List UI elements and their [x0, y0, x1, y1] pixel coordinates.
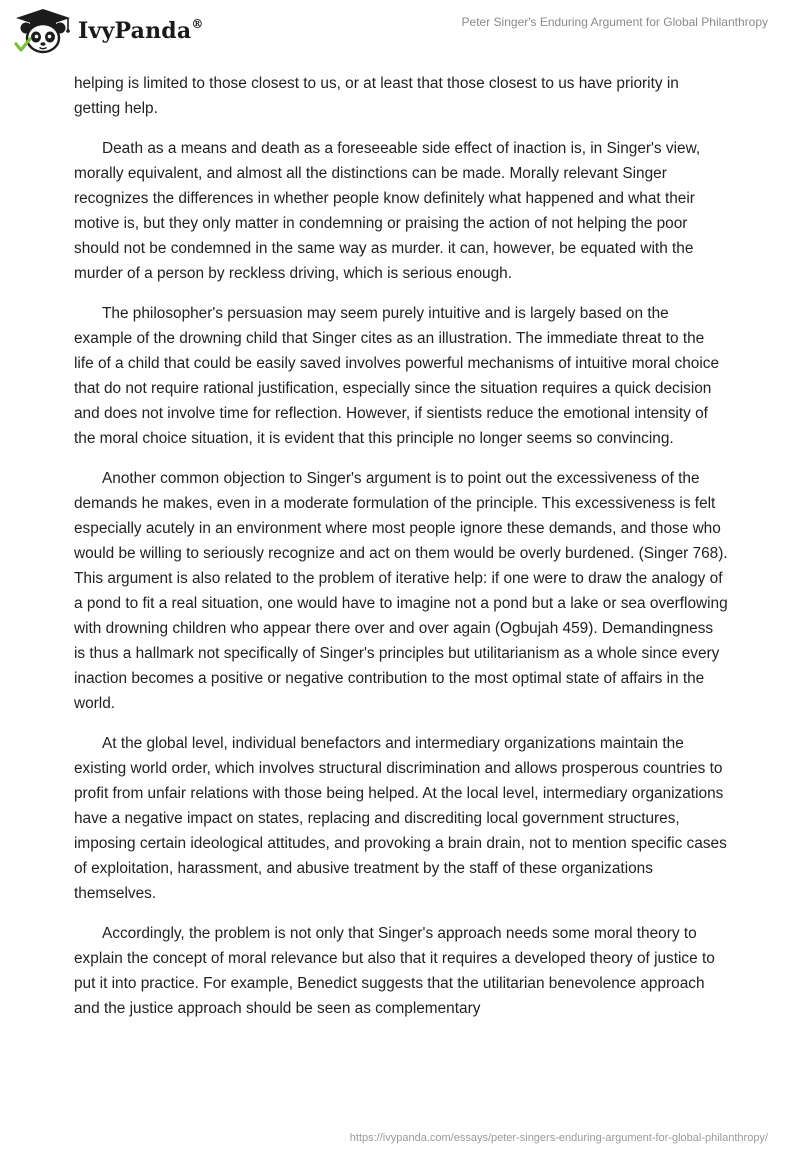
paragraph-2: Death as a means and death as a foreseeable side effect of inaction is, in Singer's view, morally equivalent, and almost all the distinctions can be made. Morally relevant Singer recognizes the differences in whether people know definitely what happened and what their motive is, but they only matter in condemning or praising the action of not helping the poor should not be condemned in the same way as murder. it can, however, be equated with the murder of a person by reckless driving, which is serious enough. — [74, 140, 701, 282]
document-title: Peter Singer's Enduring Argument for Global Philanthropy — [461, 15, 768, 29]
paragraph-4: Another common objection to Singer's argument is to point out the excessiveness of the demands he makes, even in a moderate formulation of the principle. This excessiveness is felt especially acutely in an environment where most people ignore these demands, and those who would be willing to seriously recognize and act on them would be overly burdened. (Singer 768). This argument is also related to the problem of iterative help: if one were to draw the analogy of a pond to fit a real situation, one would have to imagine not a pond but a lake or sea overflowing with drowning children who appear there over and over again (Ogbujah 459). Demandingness is thus a hallmark not specifically of Singer's principles but utilitarianism as a whole since every inaction becomes a positive or negative contribution to the most optimal state of affairs in the world. — [74, 470, 728, 712]
source-url-link[interactable]: https://ivypanda.com/essays/peter-singers-enduring-argument-for-global-philanthropy/ — [349, 1132, 768, 1144]
paragraph-5: At the global level, individual benefactors and intermediary organizations maintain the existing world order, which involves structural discrimination and allows prosperous countries to profit from unfair relations with those being helped. At the local level, intermediary organizations have a negative impact on states, replacing and discrediting local government structures, imposing certain ideological attitudes, and provoking a brain drain, not to mention specific cases of exploitation, harassment, and abusive treatment by the staff of these organizations themselves. — [74, 735, 727, 902]
brand-name-text: IvyPanda — [78, 18, 192, 44]
page-header — [0, 0, 800, 70]
panda-graduate-logo-icon[interactable] — [13, 8, 73, 54]
paragraph-6: Accordingly, the problem is not only that Singer's approach needs some moral theory to explain the concept of moral relevance but also that it requires a developed theory of justice to put it into practice. For example, Benedict suggests that the utilitarian benevolence approach and the justice approach should be seen as complementary — [74, 925, 715, 1017]
paragraph-3: The philosopher's persuasion may seem purely intuitive and is largely based on the example of the drowning child that Singer cites as an illustration. The immediate threat to the life of a child that could be easily saved involves powerful mechanisms of intuitive moral choice that do not require rational justification, especially since the situation requires a quick decision and does not involve time for reflection. However, if sientists reduce the emotional intensity of the moral choice situation, it is evident that this principle no longer seems so convincing. — [74, 305, 720, 447]
paragraph-1: helping is limited to those closest to us, or at least that those closest to us have priority in getting help. — [74, 75, 679, 117]
essay-body — [74, 71, 728, 1036]
registered-mark: ® — [191, 16, 204, 31]
brand-name[interactable] — [78, 18, 204, 44]
